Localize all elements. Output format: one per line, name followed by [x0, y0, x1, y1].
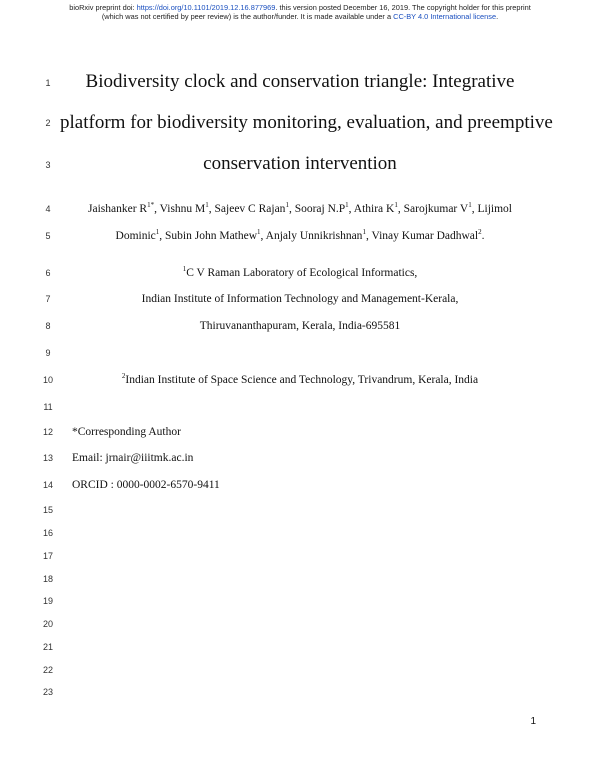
paper-title-line-1: Biodiversity clock and conservation triangle: Integrative	[85, 71, 515, 92]
affiliation-1-line-1: $^1$C V Raman Laboratory of Ecological Informatics,	[182, 265, 418, 279]
line-number: 4	[45, 204, 51, 214]
line-number: 16	[42, 528, 53, 538]
line-number: 18	[42, 574, 53, 584]
line-number: 3	[45, 160, 51, 170]
paper-title-line-2: platform for biodiversity monitoring, evaluation, and preemptive	[60, 112, 553, 133]
preprint-notice-line-1: bioRxiv preprint doi: https://doi.org/10.1101/2019.12.16.877969. this version posted December 16, 2019. The copyright holder for this preprint	[69, 3, 531, 12]
line-number: 15	[42, 505, 53, 515]
line-number: 5	[45, 231, 51, 241]
affiliation-1-line-3: Thiruvananthapuram, Kerala, India-695581	[199, 320, 401, 332]
paper-title-line-3: conservation intervention	[203, 153, 397, 174]
line-number: 2	[45, 118, 51, 128]
line-number: 6	[45, 268, 51, 278]
line-number: 9	[45, 348, 51, 358]
page-number: 1	[530, 716, 536, 727]
line-number: 21	[42, 642, 53, 652]
preprint-notice-line-2: (which was not certified by peer review) is the author/funder. It is made available under a CC-BY 4.0 International license.	[101, 12, 499, 21]
line-number: 7	[45, 294, 51, 304]
affiliation-2: $^2$Indian Institute of Space Science and Technology, Trivandrum, Kerala, India	[121, 372, 479, 386]
line-number: 19	[42, 596, 53, 606]
corresponding-orcid: ORCID : 0000-0002-6570-9411	[72, 479, 220, 491]
corresponding-author-label: *Corresponding Author	[72, 426, 181, 438]
affiliation-1-line-2: Indian Institute of Information Technology and Management-Kerala,	[141, 293, 459, 305]
line-number: 8	[45, 321, 51, 331]
line-number: 10	[42, 375, 53, 385]
license-link[interactable]: CC-BY 4.0 International license	[393, 12, 497, 21]
author-line-1: Jaishanker $R^{1*}$, Vishnu $M^1$, Sajeev C Rajan$^1$, Sooraj $N.P^1$, Athira $K^1$, Sarojkumar $V^1$, Lijimol	[88, 201, 512, 215]
line-number: 17	[42, 551, 53, 561]
line-number: 20	[42, 619, 53, 629]
line-number: 11	[43, 402, 53, 412]
line-number: 13	[42, 453, 53, 463]
corresponding-email: Email: jrnair@iiitmk.ac.in	[72, 452, 194, 464]
line-number: 12	[42, 427, 53, 437]
line-number: 22	[42, 665, 53, 675]
line-number: 1	[45, 78, 51, 88]
doi-link[interactable]: https://doi.org/10.1101/2019.12.16.877969	[136, 3, 276, 12]
line-number: 23	[42, 687, 53, 697]
author-line-2: Dominic$^1$, Subin John Mathew$^1$, Anjaly Unnikrishnan$^1$, Vinay Kumar Dadhwal$^2$.	[115, 228, 485, 242]
preprint-notice	[0, 3, 600, 21]
line-number: 14	[42, 480, 53, 490]
